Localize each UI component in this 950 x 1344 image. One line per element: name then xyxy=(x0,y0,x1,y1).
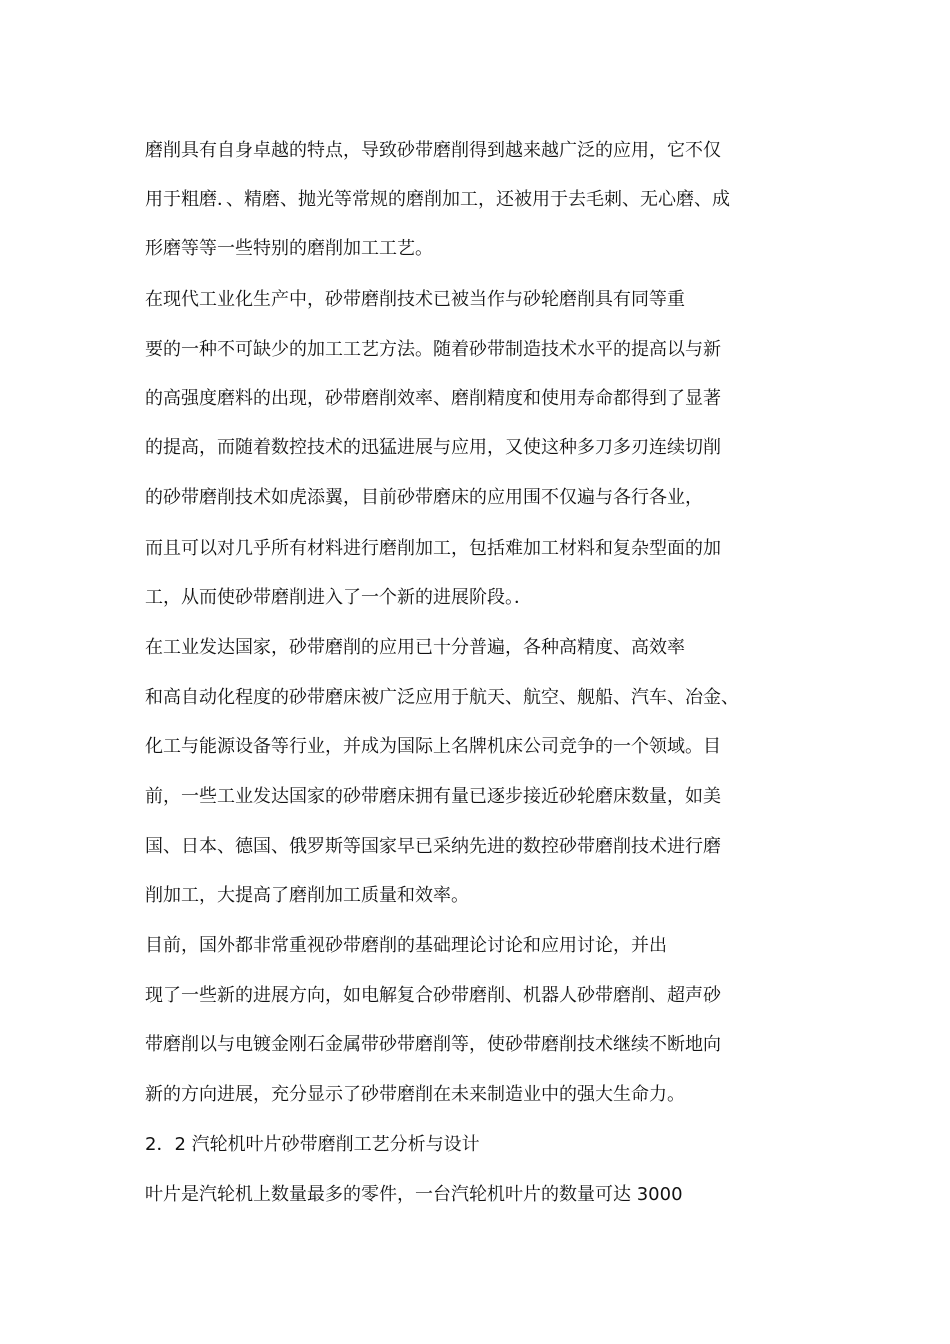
text-line: 削加工，大提高了磨削加工质量和效率。 xyxy=(145,885,469,906)
text-line: 的提高，而随着数控技术的迅猛进展与应用，又使这种多刀多刃连续切削 xyxy=(145,437,721,458)
text-line: 磨削具有自身卓越的特点，导致砂带磨削得到越来越广泛的应用，它不仅 xyxy=(145,140,721,161)
text-line: 目前，国外都非常重视砂带磨削的基础理论讨论和应用讨论，并出 xyxy=(145,935,667,956)
text-line: 在工业发达国家，砂带磨削的应用已十分普遍，各种高精度、高效率 xyxy=(145,637,685,658)
text-line: 形磨等等一些特别的磨削加工工艺。 xyxy=(145,238,433,259)
text-line: 前，一些工业发达国家的砂带磨床拥有量已逐步接近砂轮磨床数量，如美 xyxy=(145,786,721,807)
text-line: 带磨削以与电镀金刚石金属带砂带磨削等，使砂带磨削技术继续不断地向 xyxy=(145,1034,721,1055)
section-heading: 2．2 汽轮机叶片砂带磨削工艺分析与设计 xyxy=(145,1134,480,1155)
text-line: 叶片是汽轮机上数量最多的零件，一台汽轮机叶片的数量可达 3000 xyxy=(145,1184,683,1205)
text-line: 的砂带磨削技术如虎添翼，目前砂带磨床的应用围不仅遍与各行各业， xyxy=(145,487,703,508)
text-line: 用于粗磨．、精磨、抛光等常规的磨削加工，还被用于去毛刺、无心磨、成 xyxy=(145,189,730,210)
text-line: 在现代工业化生产中，砂带磨削技术已被当作与砂轮磨削具有同等重 xyxy=(145,289,685,310)
text-line: 而且可以对几乎所有材料进行磨削加工，包括难加工材料和复杂型面的加 xyxy=(145,538,721,559)
text-line: 和高自动化程度的砂带磨床被广泛应用于航天、航空、舰船、汽车、冶金、 xyxy=(145,687,739,708)
text-line: 化工与能源设备等行业，并成为国际上名牌机床公司竞争的一个领域。目 xyxy=(145,736,721,757)
text-line: 现了一些新的进展方向，如电解复合砂带磨削、机器人砂带磨削、超声砂 xyxy=(145,985,721,1006)
text-line: 的高强度磨料的出现，砂带磨削效率、磨削精度和使用寿命都得到了显著 xyxy=(145,388,721,409)
text-line: 要的一种不可缺少的加工工艺方法。随着砂带制造技术水平的提高以与新 xyxy=(145,339,721,360)
text-line: 国、日本、德国、俄罗斯等国家早已采纳先进的数控砂带磨削技术进行磨 xyxy=(145,836,721,857)
text-line: 工，从而使砂带磨削进入了一个新的进展阶段。． xyxy=(145,587,532,608)
text-line: 新的方向进展，充分显示了砂带磨削在未来制造业中的强大生命力。 xyxy=(145,1084,685,1105)
